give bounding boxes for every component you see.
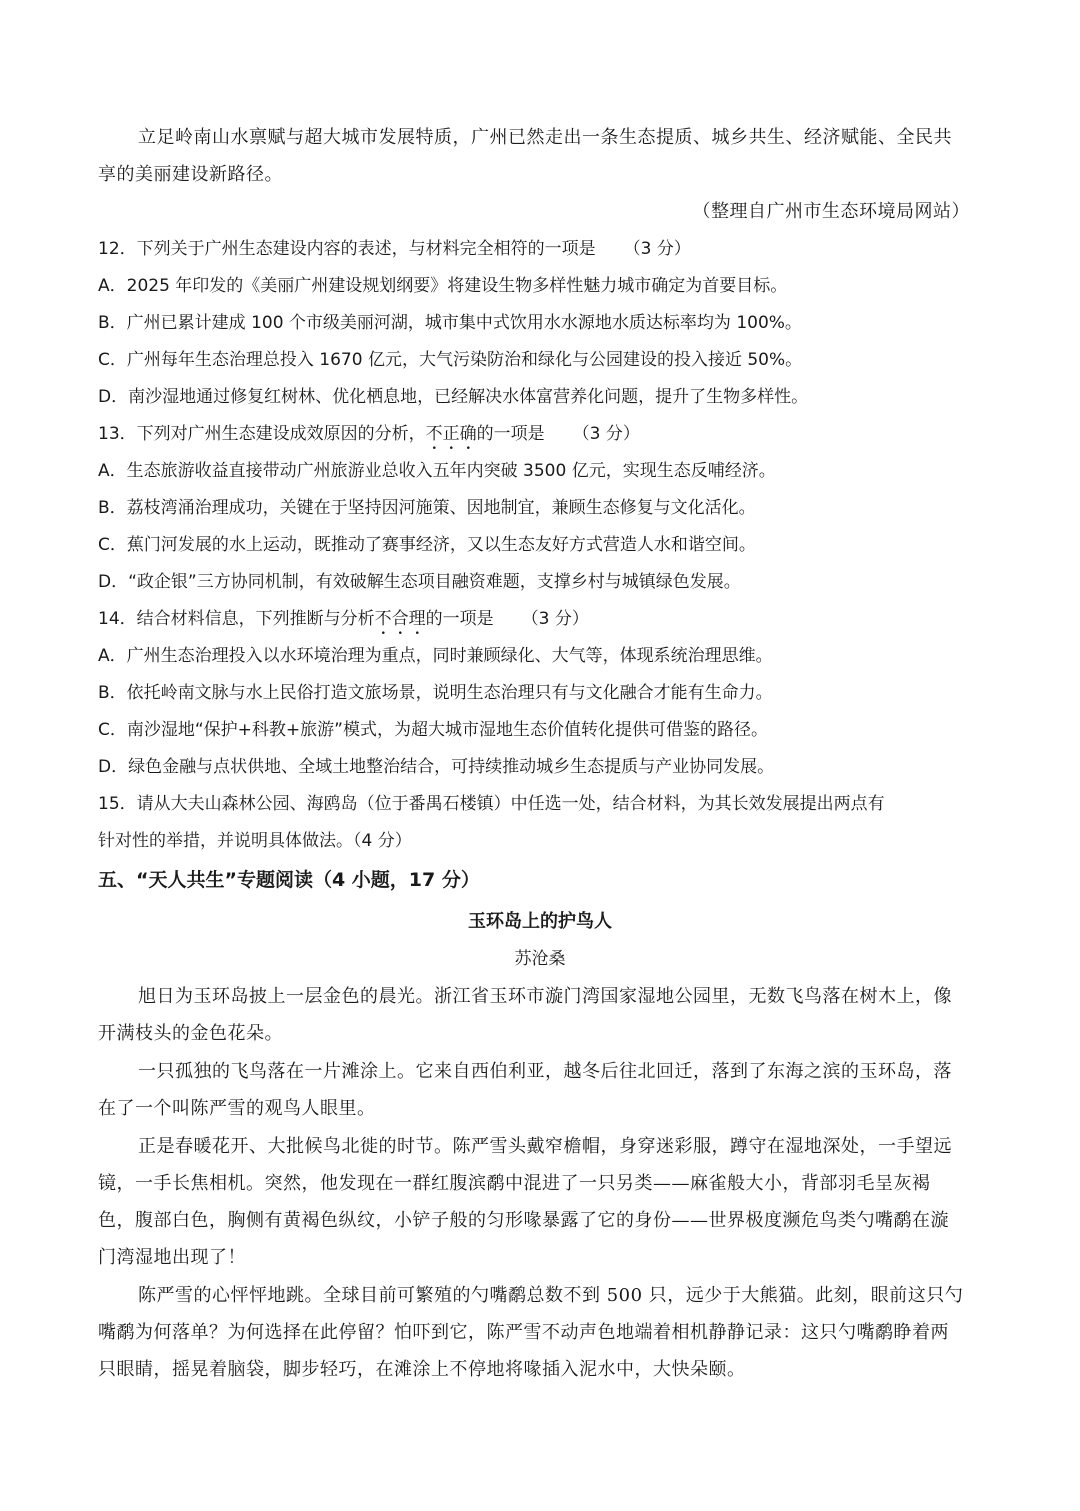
q12-option-b: B．广州已累计建成 100 个市级美丽河湖，城市集中式饮用水水源地水质达标率均为 100%。 bbox=[98, 313, 802, 333]
section-heading: 五、“天人共生”专题阅读（4 小题，17 分） bbox=[98, 869, 480, 891]
article-p2-line-2: 在了一个叫陈严雪的观鸟人眼里。 bbox=[98, 1098, 376, 1119]
article-p3-line-3: 色，腹部白色，胸侧有黄褐色纵纹，小铲子般的匀形喙暴露了它的身份——世界极度濒危鸟类勺嘴鹬在漩 bbox=[98, 1210, 949, 1231]
intro-line-1: 立足岭南山水禀赋与超大城市发展特质，广州已然走出一条生态提质、城乡共生、经济赋能、全民共 bbox=[138, 127, 952, 148]
q13-option-b: B．荔枝湾涌治理成功，关键在于坚持因河施策、因地制宜，兼顾生态修复与文化活化。 bbox=[98, 498, 756, 518]
article-author: 苏沧桑 bbox=[514, 949, 566, 969]
article-p4-line-3: 只眼睛，摇晃着脑袋，脚步轻巧，在滩涂上不停地将喙插入泥水中，大快朵颐。 bbox=[98, 1359, 746, 1380]
q12-stem bbox=[98, 235, 982, 263]
q15-line-2: 针对性的举措，并说明具体做法。（4 分） bbox=[98, 831, 412, 851]
q14-option-b: B．依托岭南文脉与水上民俗打造文旅场景，说明生态治理只有与文化融合才能有生命力。 bbox=[98, 683, 773, 703]
article-p3-line-4: 门湾湿地出现了！ bbox=[98, 1247, 246, 1268]
q14-stem-post: 的一项是 bbox=[425, 609, 494, 629]
q14-stem-emphasis: 不合理 bbox=[374, 609, 426, 629]
article-p3-line-1: 正是春暖花开、大批候鸟北徙的时节。陈严雪头戴窄檐帽，身穿迷彩服，蹲守在湿地深处，一手望远 bbox=[138, 1136, 952, 1157]
q15-line-1: 15．请从大夫山森林公园、海鸥岛（位于番禺石楼镇）中任选一处，结合材料，为其长效发展提出两点有 bbox=[98, 794, 885, 814]
q13-option-c: C．蕉门河发展的水上运动，既推动了赛事经济，又以生态友好方式营造人水和谐空间。 bbox=[98, 535, 756, 555]
intro-line-2: 享的美丽建设新路径。 bbox=[98, 164, 283, 185]
q14-option-a: A．广州生态治理投入以水环境治理为重点，同时兼顾绿化、大气等，体现系统治理思维。 bbox=[98, 646, 773, 666]
q14-stem bbox=[98, 605, 982, 639]
article-title: 玉环岛上的护鸟人 bbox=[468, 911, 612, 932]
q12-option-c: C．广州每年生态治理总投入 1670 亿元，大气污染防治和绿化与公园建设的投入接近 50%。 bbox=[98, 350, 803, 370]
article-p2-line-1: 一只孤独的飞鸟落在一片滩涂上。它来自西伯利亚，越冬后往北回迁，落到了东海之滨的玉环岛，落 bbox=[138, 1061, 952, 1082]
q14-stem-pre: 14．结合材料信息，下列推断与分析 bbox=[98, 609, 375, 629]
article-p4-line-2: 嘴鹬为何落单？为何选择在此停留？怕吓到它，陈严雪不动声色地端着相机静静记录：这只勺嘴鹬睁着两 bbox=[98, 1322, 949, 1343]
source-note: （整理自广州市生态环境局网站） bbox=[692, 201, 970, 222]
article-p4-line-1: 陈严雪的心怦怦地跳。全球目前可繁殖的勺嘴鹬总数不到 500 只，远少于大熊猫。此刻，眼前这只勺 bbox=[138, 1285, 964, 1306]
q14-option-d: D．绿色金融与点状供地、全域土地整治结合，可持续推动城乡生态提质与产业协同发展。 bbox=[98, 757, 775, 777]
q14-option-c: C．南沙湿地“保护+科教+旅游”模式，为超大城市湿地生态价值转化提供可借鉴的路径。 bbox=[98, 720, 768, 740]
q12-option-a: A．2025 年印发的《美丽广州建设规划纲要》将建设生物多样性魅力城市确定为首要目标。 bbox=[98, 276, 788, 296]
q13-stem-post: 的一项是 bbox=[476, 424, 545, 444]
q14-score: （3 分） bbox=[521, 609, 589, 629]
q13-option-a: A．生态旅游收益直接带动广州旅游业总收入五年内突破 3500 亿元，实现生态反哺经济。 bbox=[98, 461, 776, 481]
q12-option-d: D．南沙湿地通过修复红树林、优化栖息地，已经解决水体富营养化问题，提升了生物多样性。 bbox=[98, 387, 809, 407]
q12-stem-text: 12．下列关于广州生态建设内容的表述，与材料完全相符的一项是 bbox=[98, 239, 596, 259]
q13-stem-emphasis: 不正确 bbox=[425, 424, 477, 444]
q13-stem bbox=[98, 420, 982, 454]
q13-score: （3 分） bbox=[572, 424, 640, 444]
article-p3-line-2: 镜，一手长焦相机。突然，他发现在一群红腹滨鹬中混进了一只另类——麻雀般大小，背部羽毛呈灰褐 bbox=[98, 1173, 931, 1194]
q13-option-d: D．“政企银”三方协同机制，有效破解生态项目融资难题，支撑乡村与城镇绿色发展。 bbox=[98, 572, 741, 592]
q12-score: （3 分） bbox=[623, 239, 691, 259]
article-p1-line-2: 开满枝头的金色花朵。 bbox=[98, 1023, 283, 1044]
q13-stem-pre: 13．下列对广州生态建设成效原因的分析， bbox=[98, 424, 426, 444]
article-p1-line-1: 旭日为玉环岛披上一层金色的晨光。浙江省玉环市漩门湾国家湿地公园里，无数飞鸟落在树木上，像 bbox=[138, 986, 952, 1007]
